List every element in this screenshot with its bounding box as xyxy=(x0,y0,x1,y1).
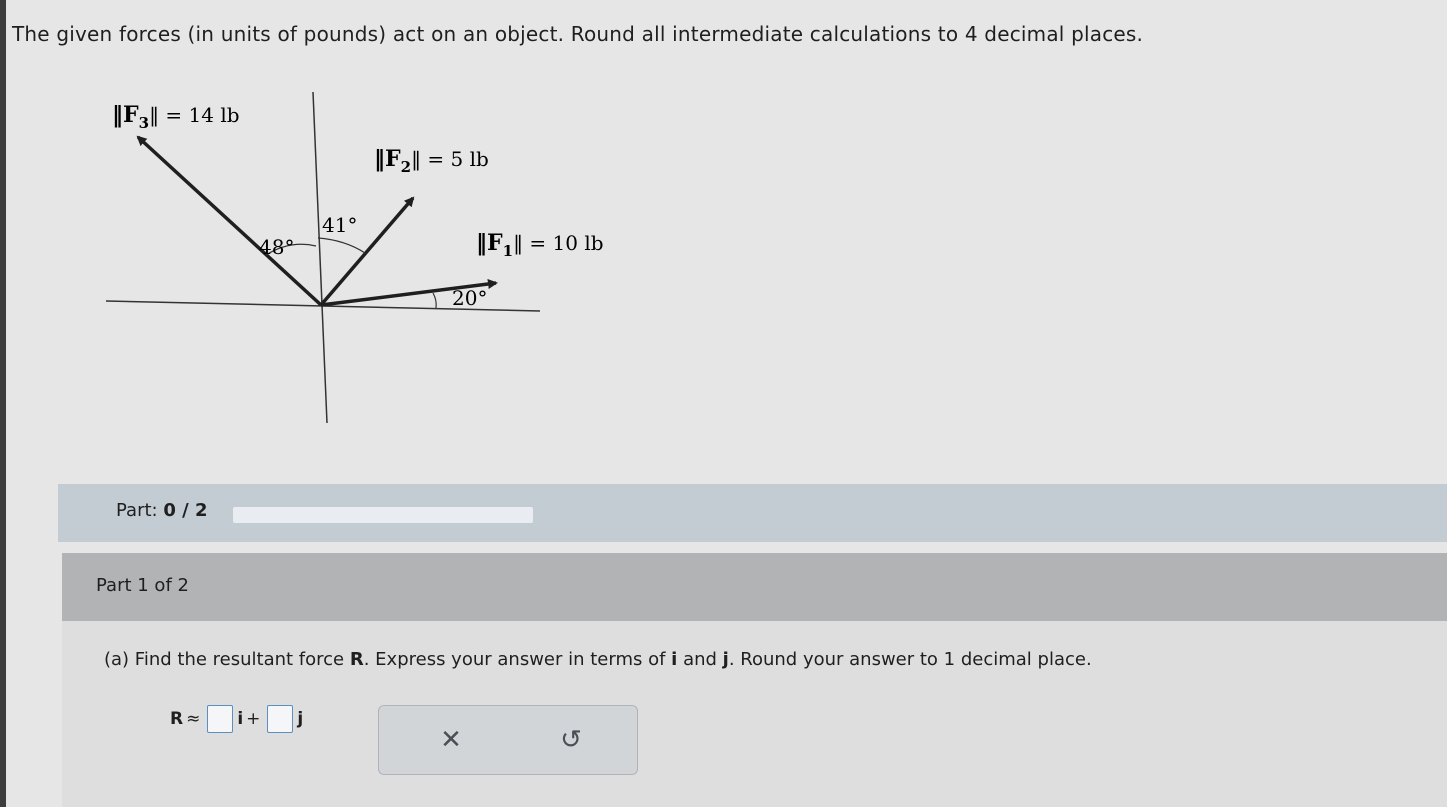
approx-symbol: ≈ xyxy=(186,709,201,729)
angle-48-label: 48° xyxy=(259,235,295,259)
progress-label-text: Part: xyxy=(116,500,164,521)
i-component-input[interactable] xyxy=(207,705,233,733)
y-axis xyxy=(313,92,327,423)
question-text: The given forces (in units of pounds) act on an object. Round all intermediate calculations to 4 decimal places. xyxy=(12,22,1144,46)
instruction-R: R xyxy=(349,649,364,670)
vector-f3 xyxy=(138,137,321,305)
f1-label: $‖F_1‖ = 10$ lb xyxy=(476,230,604,260)
clear-button[interactable] xyxy=(431,722,471,758)
force-diagram xyxy=(0,80,700,430)
undo-icon: ↺ xyxy=(560,725,582,755)
angle-41-label: 41° xyxy=(322,213,358,237)
instruction-suffix: . Round your answer to 1 decimal place. xyxy=(728,649,1092,670)
instruction-middle: . Express your answer in terms of xyxy=(363,649,672,670)
part-header xyxy=(62,553,1447,621)
undo-button[interactable] xyxy=(551,722,591,758)
close-icon: ✕ xyxy=(440,725,462,755)
answer-row xyxy=(170,703,303,735)
arc-41 xyxy=(318,238,365,253)
part-header-label: Part 1 of 2 xyxy=(96,575,189,596)
unit-i: i xyxy=(237,709,244,729)
unit-j: j xyxy=(297,709,304,729)
instruction-prefix: (a) Find the resultant force xyxy=(104,649,350,670)
part-panel xyxy=(62,553,1447,807)
instruction-j: j xyxy=(722,649,729,670)
angle-20-label: 20° xyxy=(452,286,488,310)
progress-label xyxy=(116,500,207,521)
f3-label: $‖F_3‖ = 14$ lb xyxy=(112,102,240,132)
instruction-i: i xyxy=(671,649,678,670)
f2-label: $‖F_2‖ = 5$ lb xyxy=(374,146,489,176)
progress-count: 0 / 2 xyxy=(163,500,208,521)
arc-20 xyxy=(433,293,436,308)
plus-symbol: + xyxy=(246,709,261,729)
instruction-and: and xyxy=(677,649,723,670)
j-component-input[interactable] xyxy=(267,705,293,733)
progress-track xyxy=(233,507,533,523)
answer-R-label: R xyxy=(170,709,184,729)
answer-tools xyxy=(378,705,638,775)
part-instruction xyxy=(104,649,1092,670)
progress-bar-section xyxy=(58,484,1447,542)
